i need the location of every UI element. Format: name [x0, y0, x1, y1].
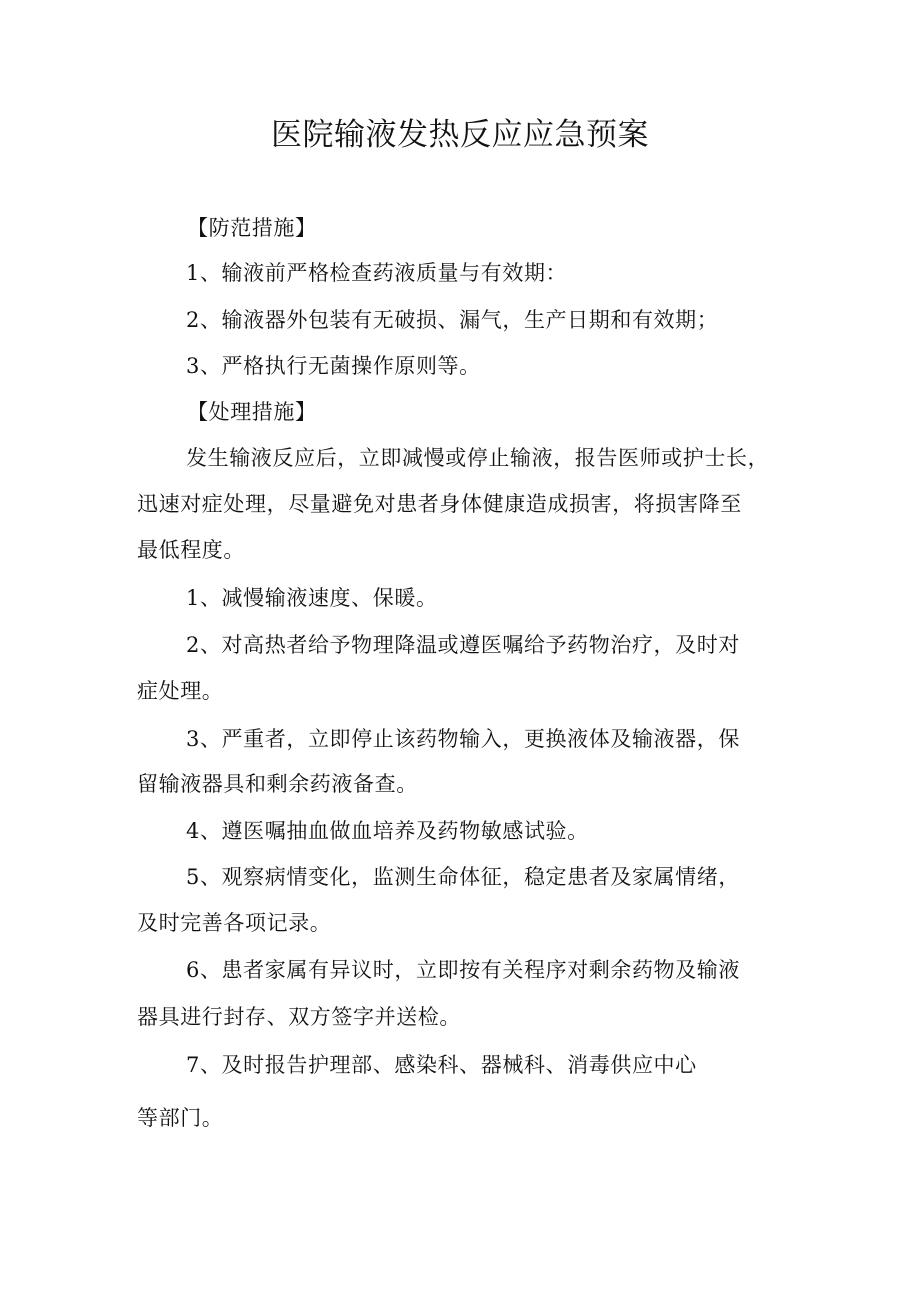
- treatment-item-5-line-1: 5、观察病情变化，监测生命体征，稳定患者及家属情绪，: [186, 865, 740, 889]
- prevention-item-2: 2、输液器外包装有无破损、漏气，生产日期和有效期；: [186, 308, 719, 332]
- treatment-item-7-line-2: 等部门。: [137, 1106, 224, 1130]
- treatment-intro-line-3: 最低程度。: [137, 538, 245, 562]
- treatment-item-1: 1、减慢输液速度、保暖。: [186, 586, 438, 610]
- treatment-item-2-line-1: 2、对高热者给予物理降温或遵医嘱给予药物治疗，及时对: [186, 633, 740, 657]
- prevention-item-1: 1、输液前严格检查药液质量与有效期：: [186, 261, 568, 285]
- treatment-item-2-line-2: 症处理。: [137, 679, 224, 703]
- treatment-item-6-line-2: 器具进行封存、双方签字并送检。: [137, 1005, 461, 1029]
- treatment-item-3-line-1: 3、严重者，立即停止该药物输入，更换液体及输液器，保: [186, 727, 740, 751]
- treatment-item-5-line-2: 及时完善各项记录。: [137, 911, 332, 935]
- section-heading-prevention: 【防范措施】: [187, 216, 317, 240]
- document-title: 医院输液发热反应应急预案: [271, 117, 649, 153]
- section-heading-treatment: 【处理措施】: [187, 400, 317, 424]
- treatment-item-7-line-1: 7、及时报告护理部、感染科、器械科、消毒供应中心: [186, 1053, 697, 1077]
- treatment-item-3-line-2: 留输液器具和剩余药液备查。: [137, 772, 418, 796]
- treatment-intro-line-1: 发生输液反应后，立即减慢或停止输液，报告医师或护士长，: [186, 446, 770, 470]
- prevention-item-3: 3、严格执行无菌操作原则等。: [186, 354, 481, 378]
- treatment-item-6-line-1: 6、患者家属有异议时，立即按有关程序对剩余药物及输液: [186, 958, 740, 982]
- treatment-item-4: 4、遵医嘱抽血做血培养及药物敏感试验。: [186, 819, 589, 843]
- treatment-intro-line-2: 迅速对症处理，尽量避免对患者身体健康造成损害，将损害降至: [137, 492, 742, 516]
